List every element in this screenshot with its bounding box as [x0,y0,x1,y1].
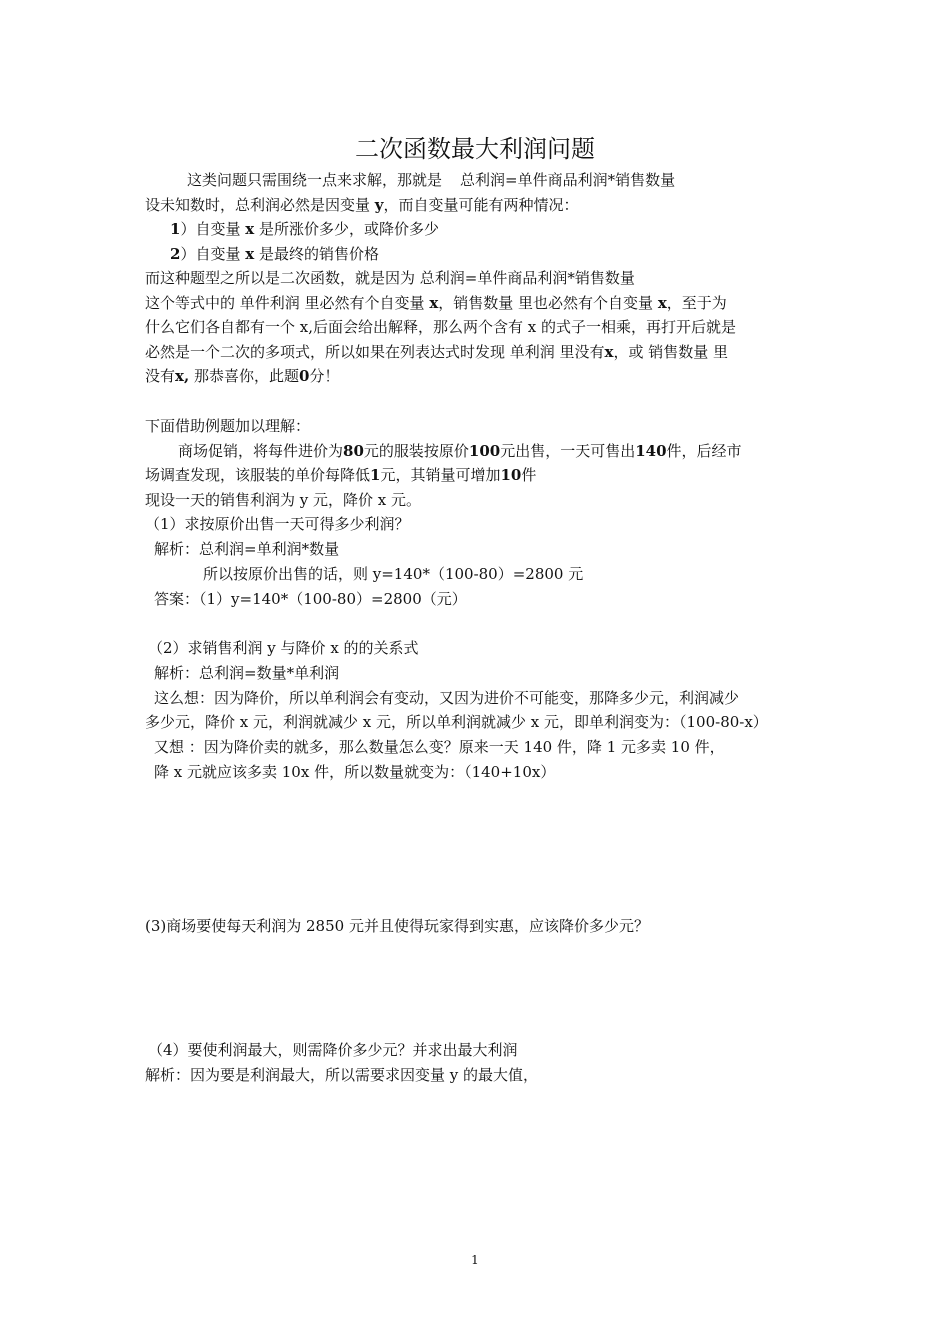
question-1-answer: 答案：（1）y=140*（100-80）=2800（元） [154,590,467,608]
case-text: 是所涨价多少，或降价多少 [258,220,439,238]
example-setup: 现设一天的销售利润为 y 元，降价 x 元。 [145,491,422,509]
score-zero: 0 [298,367,310,385]
variable-y: y [374,196,384,214]
question-3: (3)商场要使每天利润为 2850 元并且使得玩家得到实惠，应该降价多少元？ [145,917,649,935]
question-1: （1）求按原价出售一天可得多少利润？ [145,515,410,533]
intro-line-7: 什么它们各自都有一个 x,后面会给出解释，那么两个含有 x 的式子一相乘，再打开后就是 [145,318,736,336]
original-price: 100 [468,442,501,460]
question-1-analysis: 解析：总利润=单利润*数量 [154,540,340,558]
intro-text: ，销售数量 里也必然有个自变量 [438,294,658,312]
question-2-reasoning-2: 多少元，降价 x 元，利润就减少 x 元，所以单利润就减少 x 元，即单利润变为：（100-80-x） [145,713,768,731]
variable-x: x [657,294,667,312]
question-2-reasoning-4: 降 x 元就应该多卖 10x 件，所以数量就变为：（140+10x） [154,763,556,781]
intro-line-6 [145,293,810,313]
cost-price: 80 [343,442,364,460]
price-step: 1 [370,466,381,484]
intro-text: ，至于为 [666,294,727,312]
sales-increase: 10 [500,466,522,484]
variable-x: x [245,220,255,238]
intro-line-9 [145,366,810,386]
intro-text: 分！ [309,367,340,385]
question-4-analysis: 解析：因为要是利润最大，所以需要求因变量 y 的最大值， [145,1066,539,1084]
intro-text: ，而自变量可能有两种情况： [383,196,579,214]
case-number: 2 [170,245,181,263]
question-2-reasoning-1: 这么想：因为降价，所以单利润会有变动，又因为进价不可能变，那降多少元，利润减少 [154,689,740,707]
example-problem-line-1 [178,441,843,461]
example-problem-line-2 [145,465,810,485]
problem-text: 元，其销量可增加 [380,466,501,484]
problem-text: 商场促销，将每件进价为 [178,442,344,460]
case-text: 是最终的销售价格 [258,245,379,263]
variable-x: x [604,343,614,361]
case-text: ）自变量 [180,220,241,238]
case-1 [170,219,835,239]
case-text: ）自变量 [180,245,241,263]
document-title: 二次函数最大利润问题 [355,135,595,164]
intro-text: 必然是一个二次的多项式，所以如果在列表达式时发现 单利润 里没有 [145,343,605,361]
question-1-calculation: 所以按原价出售的话，则 y=140*（100-80）=2800 元 [203,565,584,583]
daily-sales: 140 [635,442,667,460]
intro-line-1 [187,170,852,190]
problem-text: 件，后经市 [666,442,742,460]
problem-text: 元的服装按原价 [363,442,469,460]
intro-line-5: 而这种题型之所以是二次函数，就是因为 总利润=单件商品利润*销售数量 [145,269,635,287]
page-number: 1 [471,1253,479,1267]
case-2 [170,244,835,264]
variable-x: x [429,294,439,312]
case-number: 1 [170,220,181,238]
question-2: （2）求销售利润 y 与降价 x 的的关系式 [148,639,419,657]
intro-line-2 [145,195,810,215]
variable-x: x [245,245,255,263]
intro-text: ，或 销售数量 里 [613,343,729,361]
question-2-analysis: 解析：总利润=数量*单利润 [154,664,340,682]
intro-text: 那恭喜你，此题 [193,367,299,385]
variable-x: x, [175,367,190,385]
problem-text: 场调查发现，该服装的单价每降低 [145,466,371,484]
intro-line-8 [145,342,810,362]
problem-text: 件 [521,466,537,484]
intro-text: 这类问题只需围绕一点来求解，那就是 [187,171,443,189]
intro-text: 这个等式中的 单件利润 里必然有个自变量 [145,294,430,312]
problem-text: 元出售，一天可售出 [500,442,636,460]
intro-text: 没有 [145,367,176,385]
question-4: （4）要使利润最大，则需降价多少元？并求出最大利润 [148,1041,518,1059]
example-lead: 下面借助例题加以理解： [145,417,311,435]
intro-text: 设未知数时，总利润必然是因变量 [145,196,371,214]
question-2-reasoning-3: 又想 ：因为降价卖的就多，那么数量怎么变？原来一天 140 件，降 1 元多卖 10 件， [154,738,725,756]
profit-formula: 总利润=单件商品利润*销售数量 [460,171,676,189]
